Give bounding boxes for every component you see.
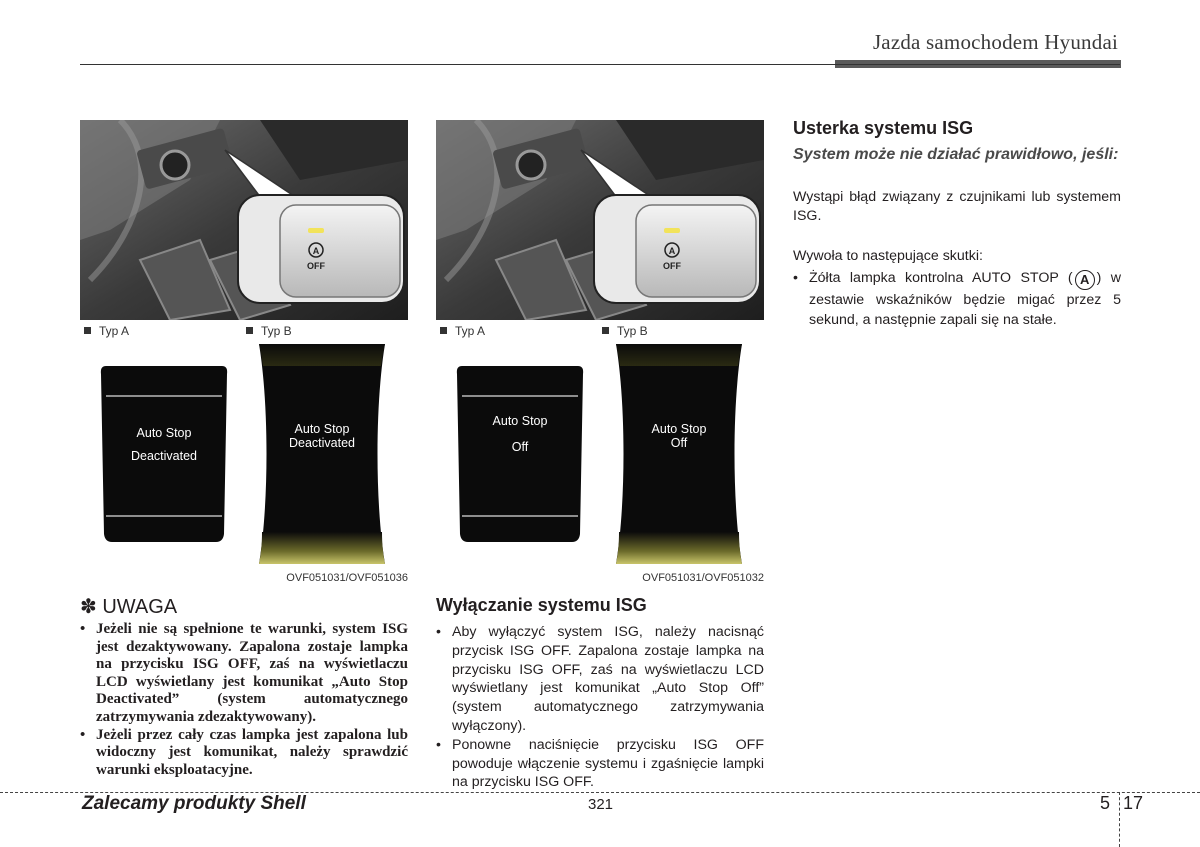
wylaczanie-item: • Aby wyłączyć system ISG, należy nacisnąć przycisk ISG OFF. Zapalona zostaje lampka na przycisku ISG OFF, zaś na wyświetlaczu LCD wyświetlany jest komunikat „Auto Stop Off” (system automatycznego zatrzymywania wyłączony). — [436, 624, 764, 734]
lcd-line-1: Auto Stop — [492, 414, 548, 428]
caption-type-b-2: Typ B — [602, 324, 648, 338]
dashboard-photo-1 — [80, 120, 408, 320]
auto-stop-a-icon: A — [1075, 270, 1095, 290]
image-code-2: OVF051031/OVF051032 — [642, 572, 764, 584]
button-off-label: OFF — [663, 261, 681, 271]
lcd-line-1: Auto Stop — [136, 426, 192, 440]
wylaczanie-item: • Ponowne naciśnięcie przycisku ISG OFF powoduje włączenie systemu i zgaśnięcie lampki na przycisku ISG OFF. — [436, 736, 764, 791]
lcd-line-2: Off — [511, 440, 529, 454]
lcd-line-2: Off — [670, 436, 688, 450]
usterka-subtitle: System może nie działać prawidłowo, jeśli: — [793, 146, 1119, 163]
wylaczanie-list — [436, 623, 764, 792]
svg-text:A: A — [312, 246, 320, 256]
header-rule — [80, 64, 1120, 65]
caption-type-b-1: Typ B — [246, 324, 292, 338]
caption-type-a-2: Typ A — [440, 324, 485, 338]
footer-section-number: 5 17 — [1100, 793, 1144, 813]
lcd-display-type-b-1 — [257, 344, 387, 564]
footer-slogan: Zalecamy produkty Shell — [82, 793, 306, 814]
image-code-1: OVF051031/OVF051036 — [286, 572, 408, 584]
lcd-display-type-b-2 — [614, 344, 744, 564]
lcd-line-1: Auto Stop — [294, 422, 350, 436]
button-off-label: OFF — [307, 261, 325, 271]
uwaga-list — [80, 621, 408, 779]
caption-type-a-1: Typ A — [84, 324, 129, 338]
lcd-line-2: Deactivated — [130, 449, 197, 463]
usterka-item: • Żółta lampka kontrolna AUTO STOP ( A ) w zestawie wskaźników będzie migać przez 5 sekund, a następnie zapali się na stałe. — [793, 270, 1121, 328]
lcd-display-type-a-1 — [100, 366, 228, 542]
usterka-heading: Usterka systemu ISG — [793, 118, 974, 138]
lcd-display-type-a-2 — [456, 366, 584, 542]
svg-text:A: A — [668, 246, 676, 256]
dashboard-photo-2 — [436, 120, 764, 320]
page-header-title: Jazda samochodem Hyundai — [872, 30, 1118, 54]
lcd-line-1: Auto Stop — [651, 422, 707, 436]
usterka-list — [793, 268, 1121, 330]
usterka-para-1: Wystąpi błąd związany z czujnikami lub systemem ISG. — [793, 189, 1121, 224]
uwaga-item: • Jeżeli nie są spełnione te warunki, system ISG jest dezaktywowany. Zapalona zostaje lampka na przycisku ISG OFF, zaś na wyświetlaczu LCD wyświetlany jest komunikat „Auto Stop Deactivated” (system automatycznego zatrzymywania zdezaktywowany). — [80, 621, 408, 725]
usterka-para-2: Wywoła to następujące skutki: — [793, 248, 983, 264]
uwaga-item: • Jeżeli przez cały czas lampka jest zapalona lub widoczny jest komunikat, należy sprawdzić warunki eksploatacyjne. — [80, 726, 408, 778]
footer-page-number: 321 — [588, 796, 614, 813]
uwaga-heading: ✽ UWAGA — [80, 596, 178, 618]
wylaczanie-heading: Wyłączanie systemu ISG — [436, 595, 647, 615]
asterisk-icon: ✽ — [80, 596, 97, 618]
lcd-line-2: Deactivated — [288, 436, 355, 450]
